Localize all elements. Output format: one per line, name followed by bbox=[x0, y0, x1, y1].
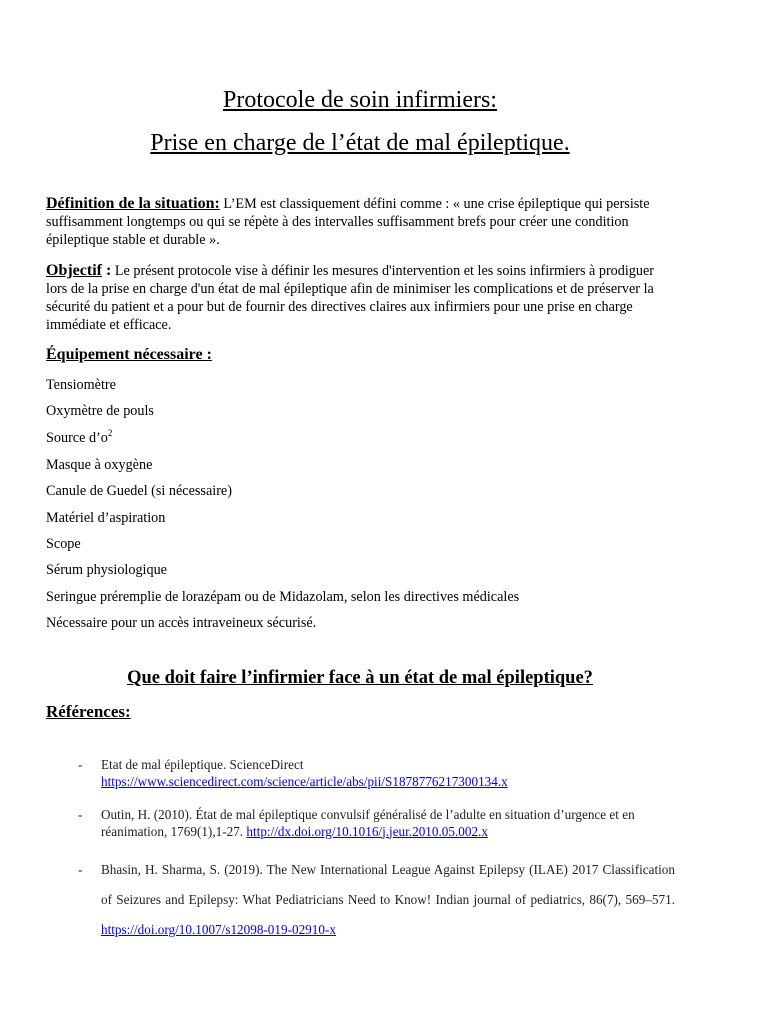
list-dash: - bbox=[78, 807, 83, 822]
document-title: Protocole de soin infirmiers: bbox=[223, 87, 497, 113]
document-subtitle: Prise en charge de l’état de mal épileptique. bbox=[150, 130, 570, 156]
equipment-item: Oxymètre de pouls bbox=[46, 403, 154, 419]
definition-heading: Définition de la situation: bbox=[46, 195, 220, 212]
list-dash: - bbox=[78, 862, 83, 877]
equipment-item: Masque à oxygène bbox=[46, 457, 153, 473]
reference-text: Outin, H. (2010). État de mal épileptique convulsif généralisé de l’adulte en situation d’urgence et en réanimation, 1769(1),1-27. bbox=[101, 807, 635, 839]
reference-text: Etat de mal épileptique. ScienceDirect bbox=[101, 757, 304, 772]
reference-link[interactable]: http://dx.doi.org/10.1016/j.jeur.2010.05.002.x bbox=[246, 823, 488, 839]
superscript: 2 bbox=[107, 428, 113, 438]
reference-text: Bhasin, H. Sharma, S. (2019). The New International League Against Epilepsy (ILAE) 2017 Classification of Seizures and Epilepsy: What Pediatricians Need to Know! Indian journal of pediatrics, 86(7), 569–571. bbox=[101, 862, 675, 907]
definition-text: L’EM est classiquement défini comme : « une crise épileptique qui persiste suffisamment longtemps ou qui se répète à des intervalles suffisamment brefs pour créer une condition épileptique stable et durable ». bbox=[46, 196, 650, 248]
equipment-heading: Équipement nécessaire : bbox=[46, 346, 212, 363]
reference-link[interactable]: https://www.sciencedirect.com/science/article/abs/pii/S1878776217300134.x bbox=[101, 774, 508, 789]
objective-text: Le présent protocole vise à définir les mesures d'intervention et les soins infirmiers à prodiguer lors de la prise en charge d'un état de mal épileptique afin de minimiser les complications et de préserver la sécurité du patient et a pour but de fournir des directives claires aux infirmiers pour une prise en charge immédiate et efficace. bbox=[46, 263, 655, 333]
objective-paragraph bbox=[46, 262, 678, 334]
list-dash: - bbox=[78, 757, 83, 772]
references-heading: Références: bbox=[46, 702, 131, 721]
equipment-item: Sérum physiologique bbox=[46, 562, 167, 578]
definition-paragraph bbox=[46, 195, 678, 249]
equipment-item: Nécessaire pour un accès intraveineux sécurisé. bbox=[46, 615, 317, 631]
equipment-item-text: Source d’o bbox=[46, 430, 108, 446]
objective-heading: Objectif bbox=[46, 262, 102, 279]
equipment-item: Scope bbox=[46, 536, 81, 552]
equipment-item bbox=[46, 429, 112, 447]
reference-link[interactable]: https://doi.org/10.1007/s12098-019-02910-x bbox=[101, 922, 336, 937]
equipment-item: Matériel d’aspiration bbox=[46, 510, 166, 526]
section-question-heading: Que doit faire l’infirmier face à un état de mal épileptique? bbox=[127, 668, 593, 688]
equipment-item: Canule de Guedel (si nécessaire) bbox=[46, 483, 232, 499]
equipment-item: Tensiomètre bbox=[46, 377, 116, 393]
equipment-item: Seringue préremplie de lorazépam ou de Midazolam, selon les directives médicales bbox=[46, 589, 520, 605]
objective-colon: : bbox=[101, 262, 112, 279]
